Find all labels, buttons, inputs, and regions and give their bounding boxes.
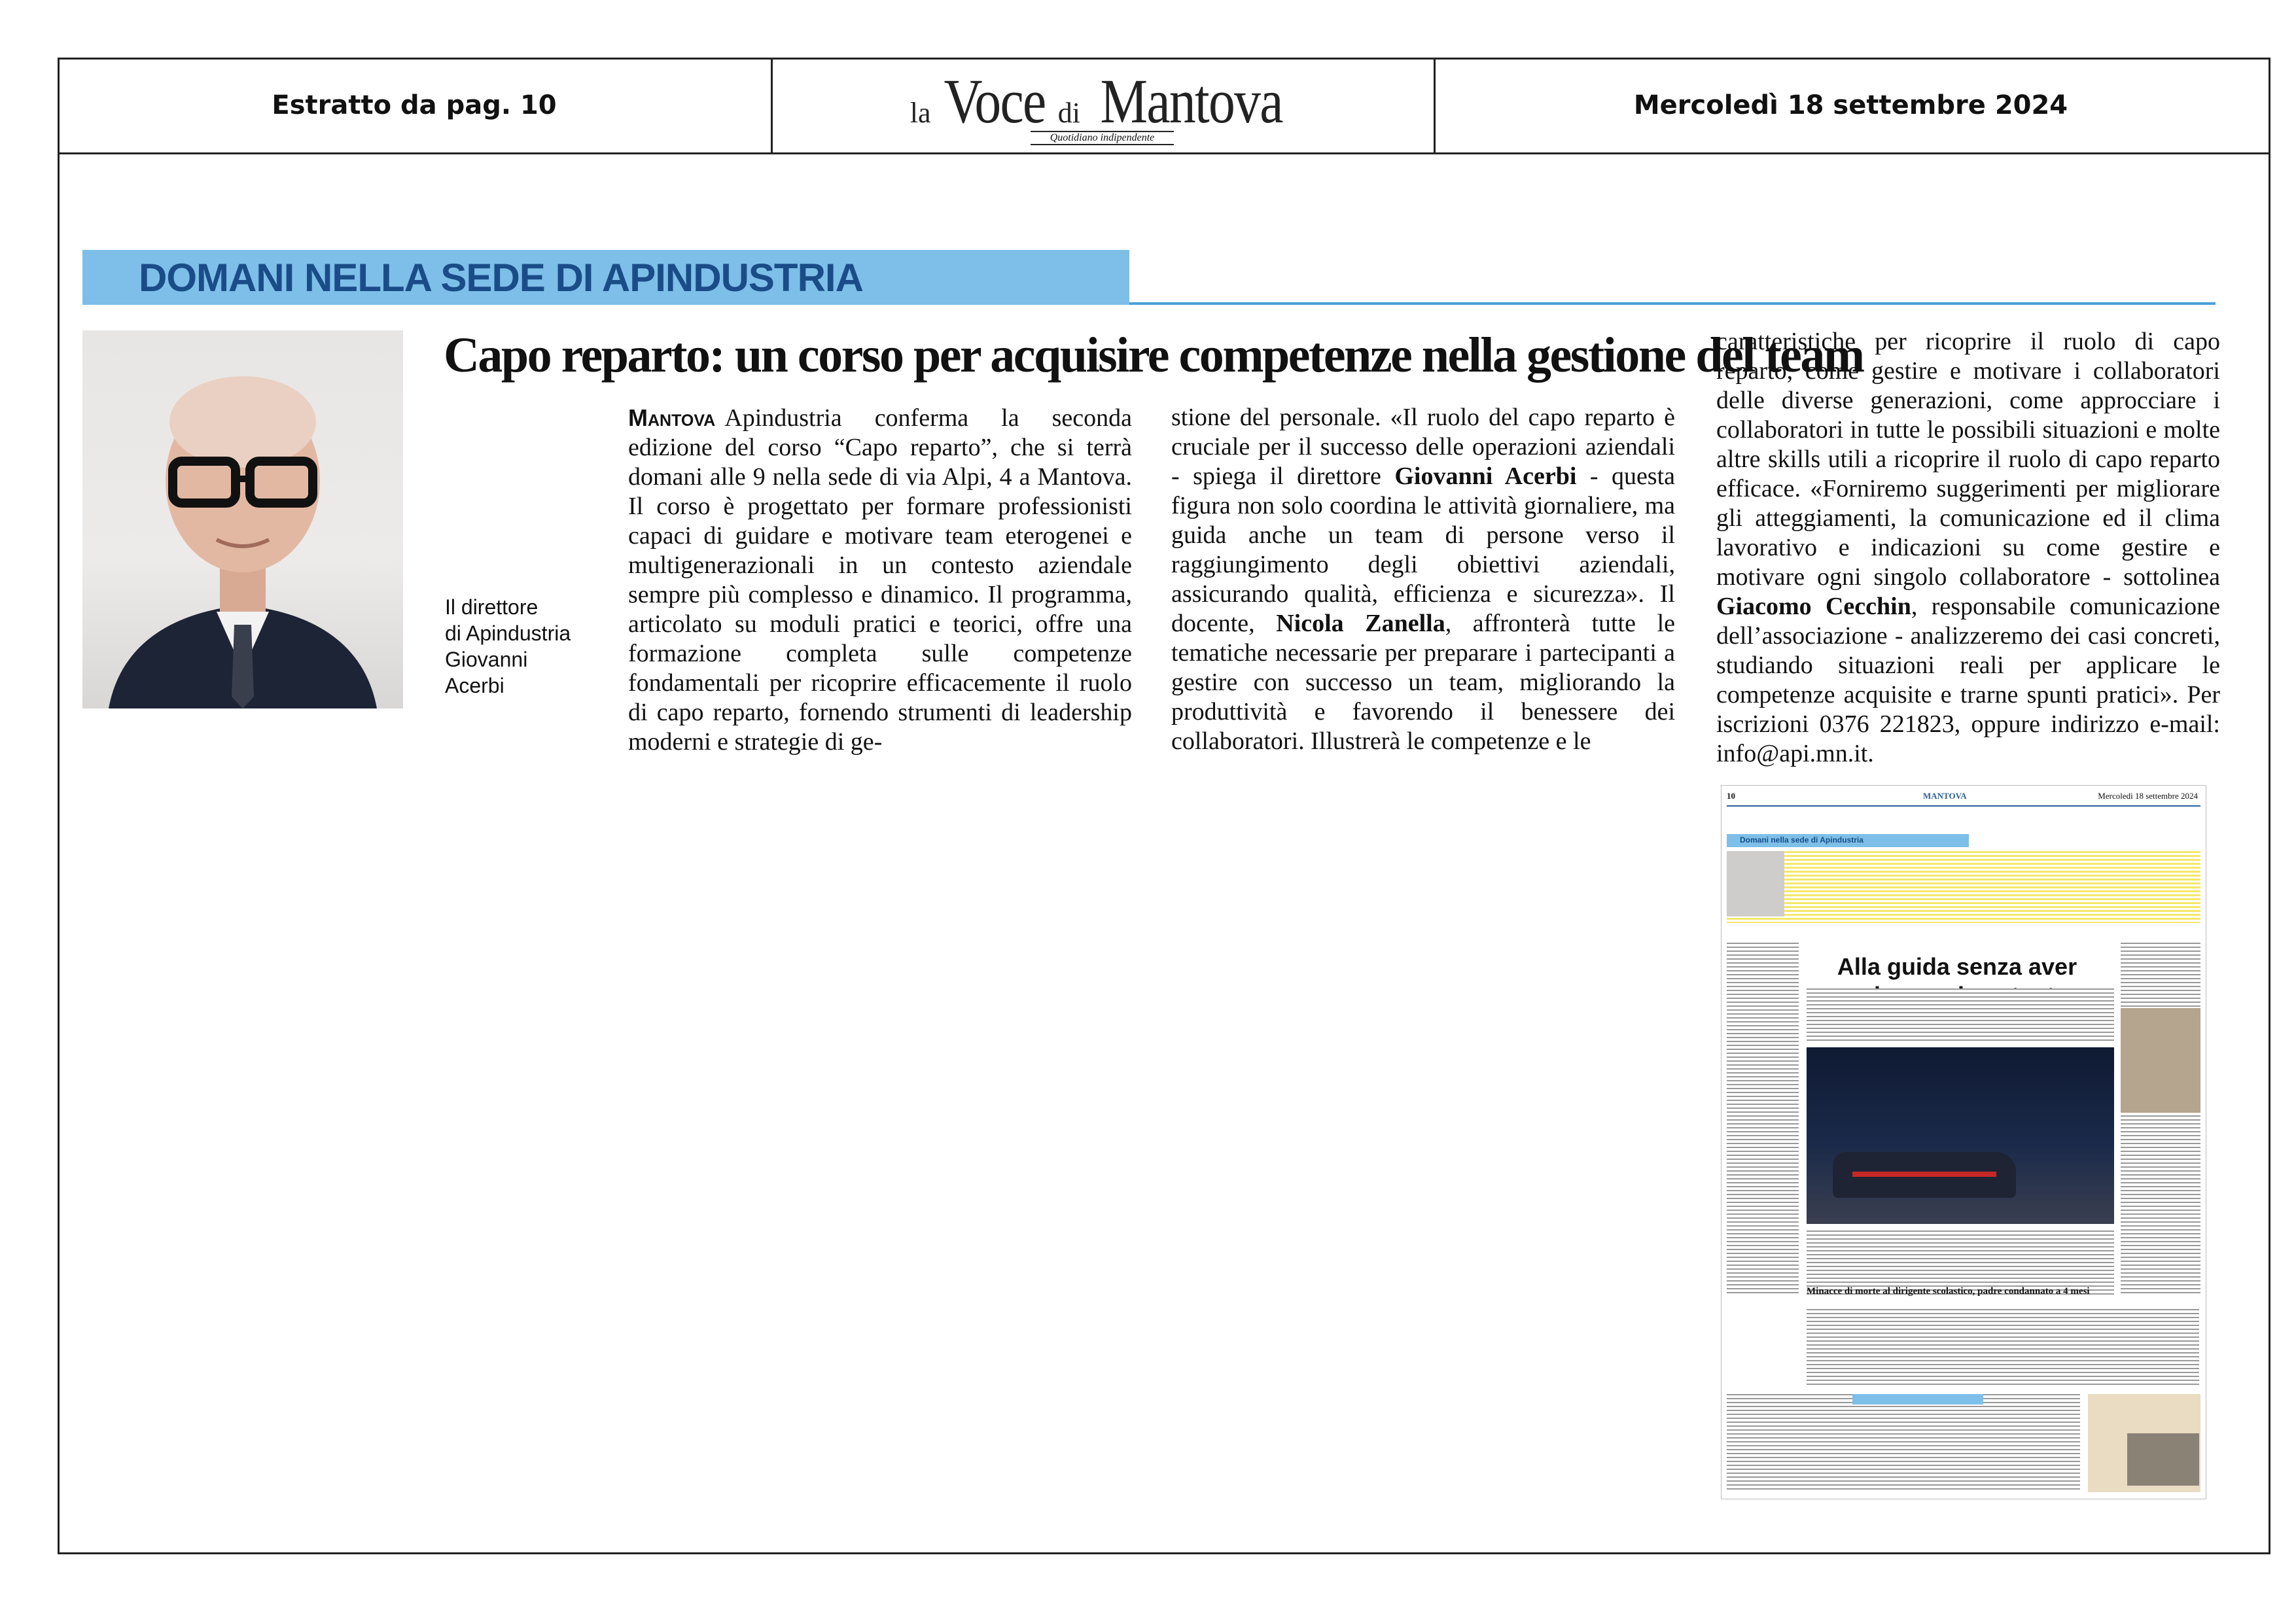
thumbnail-portrait: [1727, 851, 1784, 916]
thumbnail-kicker: Domani nella sede di Apindustria: [1727, 834, 1969, 847]
thumbnail-highlighted-article: [1727, 851, 2200, 923]
name-acerbi: Giovanni Acerbi: [1394, 462, 1577, 490]
article-column-2: stione del personale. «Il ruolo del capo reparto è cruciale per il successo delle operazioni aziendali - spiega il direttore Giovanni Acerbi - questa figura non solo coordina le attività giornaliere, ma guida anche un team di persone verso il raggiungimento degli obiettivi aziendali, assicurando qualità, efficienza e sicurezza». Il docente, Nicola Zanella, affronterà tutte le tematiche necessarie per preparare i partecipanti a gestire con successo un team, migliorando la produttività e favorendo il benessere dei collaboratori. Illustrerà le competenze e le: [1171, 404, 1676, 755]
thumbnail-headline: Alla guida senza aver: [1837, 953, 2077, 980]
thumbnail-header: 10 MANTOVA Mercoledì 18 settembre 2024: [1727, 791, 2200, 807]
thumbnail-right-column: [2121, 943, 2200, 1296]
article-column-1: Mantova Apindustria conferma la seconda edizione del corso “Capo reparto”, che si terrà domani alle 9 nella sede di via Alpi, 4 a Mantova. Il corso è progettato per formare professionisti capaci di guidare e motivare team eterogenei e multigenerazionali in un contesto aziendale sempre più complesso e dinamico. Il programma, articolato su moduli pratici e teorici, offre una formazione completa sulle competenze fondamentali per ricoprire efficacemente il ruolo di capo reparto, fornendo strumenti di leadership moderni e strategie di ge-: [628, 404, 1132, 756]
thumbnail-left-column: [1727, 943, 1799, 1296]
section-kicker: [82, 250, 1129, 305]
name-zanella: Nicola Zanella: [1276, 610, 1445, 637]
photo-caption: Il direttore di Apindustria Giovanni Acerbi: [445, 595, 571, 697]
page-thumbnail: [1721, 785, 2206, 1499]
source-page-label: Estratto da pag. 10: [58, 58, 773, 152]
publication-date: Mercoledì 18 settembre 2024: [1633, 90, 2068, 120]
article-headline: Capo reparto: un corso per acquisire competenze nella gestione del team: [444, 328, 1863, 383]
logo-article: la: [910, 97, 931, 129]
kicker-rule: [1129, 302, 2216, 305]
dateline-city: Mantova: [628, 404, 716, 431]
article-column-3: caratteristiche per ricoprire il ruolo di capo reparto, come gestire e motivare i collaboratori delle diverse generazioni, come approcciare i collaboratori in tutte le possibili situazioni e molte altre skills utili a ricoprire il ruolo di capo reparto efficace. «Forniremo suggerimenti per migliorare gli atteggiamenti, la comunicazione ed il clima lavorativo e indicazioni su come gestire e motivare ogni singolo collaboratore - sottolinea Giacomo Cecchin, responsabile comunicazione dell’associazione - analizzeremo dei casi concreti, studiando situazioni reali per applicare le competenze acquisite e trarne spunti pratici». Per iscrizioni 0376 221823, oppure indirizzo e-mail: info@api.mn.it.: [1716, 328, 2220, 767]
logo-mantova: Mantova: [1100, 66, 1282, 136]
logo-di: di: [1057, 97, 1080, 129]
newspaper-logo: [771, 58, 1436, 152]
thumbnail-subhead: Minacce di morte al dirigente scolastico, padre condannato a 4 mesi: [1807, 1286, 2090, 1297]
name-cecchin: Giacomo Cecchin: [1716, 593, 1911, 620]
portrait-photo: [82, 330, 403, 708]
logo-tagline: Quotidiano indipendente: [1031, 131, 1174, 145]
kicker-text: DOMANI NELLA SEDE DI APINDUSTRIA: [139, 256, 863, 300]
page-header: [58, 58, 2270, 154]
logo-voce: Voce: [944, 66, 1046, 136]
